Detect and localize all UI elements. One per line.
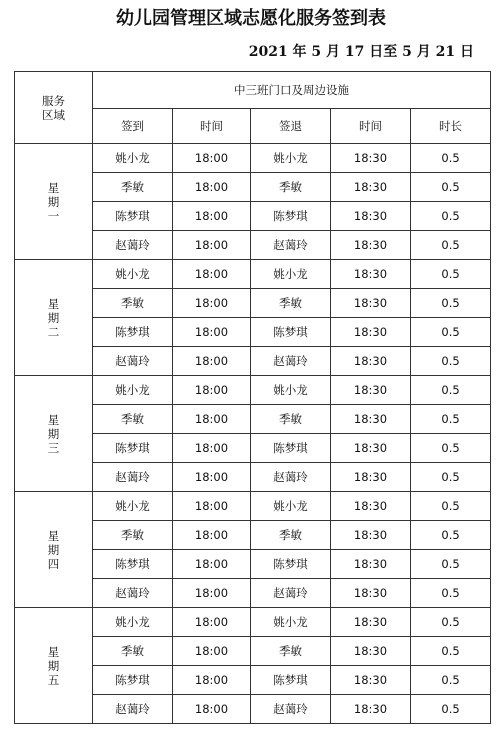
- duration-cell: 0.5: [411, 695, 491, 724]
- duration-cell: 0.5: [411, 173, 491, 202]
- sign-out-time-cell: 18:30: [331, 260, 411, 289]
- table-row: [15, 376, 491, 405]
- table-row: [15, 492, 491, 521]
- weekday-char: 五: [47, 672, 60, 687]
- sign-in-time-cell: 18:00: [173, 376, 251, 405]
- sign-out-time-cell: 18:30: [331, 231, 411, 260]
- service-area-header-line1: 服务: [42, 93, 65, 108]
- column-header-duration: 时长: [411, 109, 491, 144]
- sign-out-time-cell: 18:30: [331, 289, 411, 318]
- sign-in-name-cell: 季敏: [93, 173, 173, 202]
- weekday-char: 期: [47, 426, 60, 441]
- sign-out-name-cell: 姚小龙: [251, 608, 331, 637]
- duration-cell: 0.5: [411, 666, 491, 695]
- weekday-char: 星: [47, 296, 60, 311]
- sign-in-time-cell: 18:00: [173, 289, 251, 318]
- sign-out-name-cell: 陈梦琪: [251, 202, 331, 231]
- sign-out-name-cell: 赵蔼玲: [251, 579, 331, 608]
- sign-out-time-cell: 18:30: [331, 405, 411, 434]
- sign-out-name-cell: 姚小龙: [251, 144, 331, 173]
- sign-in-time-cell: 18:00: [173, 521, 251, 550]
- table-row: [15, 260, 491, 289]
- sign-out-time-cell: 18:30: [331, 666, 411, 695]
- weekday-char: 期: [47, 542, 60, 557]
- sign-out-name-cell: 季敏: [251, 405, 331, 434]
- weekday-char: 二: [47, 324, 60, 339]
- sign-in-time-cell: 18:00: [173, 463, 251, 492]
- sign-in-name-cell: 季敏: [93, 637, 173, 666]
- date-range: 2021 年 5 月 17 日至 5 月 21 日: [248, 44, 474, 60]
- sign-out-time-cell: 18:30: [331, 637, 411, 666]
- sign-out-time-cell: 18:30: [331, 318, 411, 347]
- column-header-sign-in: 签到: [93, 109, 173, 144]
- column-header-sign-out: 签退: [251, 109, 331, 144]
- weekday-char: 星: [47, 180, 60, 195]
- duration-cell: 0.5: [411, 550, 491, 579]
- weekday-cell: [15, 144, 93, 260]
- duration-cell: 0.5: [411, 347, 491, 376]
- sign-in-time-cell: 18:00: [173, 666, 251, 695]
- column-header-sign-in-time: 时间: [173, 109, 251, 144]
- duration-cell: 0.5: [411, 318, 491, 347]
- sign-in-time-cell: 18:00: [173, 492, 251, 521]
- duration-cell: 0.5: [411, 521, 491, 550]
- sign-out-time-cell: 18:30: [331, 521, 411, 550]
- sign-in-name-cell: 季敏: [93, 405, 173, 434]
- sign-in-time-cell: 18:00: [173, 405, 251, 434]
- sign-out-time-cell: 18:30: [331, 347, 411, 376]
- sign-out-time-cell: 18:30: [331, 202, 411, 231]
- sign-in-time-cell: 18:00: [173, 550, 251, 579]
- weekday-cell: [15, 260, 93, 376]
- sign-out-time-cell: 18:30: [331, 492, 411, 521]
- sign-out-name-cell: 赵蔼玲: [251, 231, 331, 260]
- duration-cell: 0.5: [411, 376, 491, 405]
- sign-in-time-cell: 18:00: [173, 434, 251, 463]
- sign-out-name-cell: 赵蔼玲: [251, 347, 331, 376]
- duration-cell: 0.5: [411, 260, 491, 289]
- sign-out-name-cell: 姚小龙: [251, 492, 331, 521]
- sign-in-name-cell: 季敏: [93, 289, 173, 318]
- sign-in-time-cell: 18:00: [173, 608, 251, 637]
- duration-cell: 0.5: [411, 202, 491, 231]
- sign-in-time-cell: 18:00: [173, 144, 251, 173]
- sign-in-time-cell: 18:00: [173, 347, 251, 376]
- sign-in-name-cell: 姚小龙: [93, 144, 173, 173]
- sign-in-name-cell: 季敏: [93, 521, 173, 550]
- sign-in-time-cell: 18:00: [173, 260, 251, 289]
- sign-in-name-cell: 姚小龙: [93, 608, 173, 637]
- weekday-char: 三: [47, 440, 60, 455]
- sign-in-time-cell: 18:00: [173, 695, 251, 724]
- sign-in-name-cell: 陈梦琪: [93, 666, 173, 695]
- sign-in-name-cell: 赵蔼玲: [93, 347, 173, 376]
- sign-in-name-cell: 姚小龙: [93, 260, 173, 289]
- sign-out-name-cell: 赵蔼玲: [251, 463, 331, 492]
- sign-out-time-cell: 18:30: [331, 173, 411, 202]
- sign-out-time-cell: 18:30: [331, 695, 411, 724]
- sign-in-time-cell: 18:00: [173, 202, 251, 231]
- table-body: [15, 72, 491, 724]
- sign-in-time-cell: 18:00: [173, 318, 251, 347]
- sheet-title: 幼儿园管理区域志愿化服务签到表: [116, 8, 386, 29]
- duration-cell: 0.5: [411, 579, 491, 608]
- duration-cell: 0.5: [411, 289, 491, 318]
- sign-out-name-cell: 赵蔼玲: [251, 695, 331, 724]
- duration-cell: 0.5: [411, 434, 491, 463]
- table-header-row: [15, 72, 491, 109]
- sign-in-name-cell: 赵蔼玲: [93, 579, 173, 608]
- sign-in-table: [14, 71, 491, 724]
- sign-out-name-cell: 姚小龙: [251, 376, 331, 405]
- weekday-char: 期: [47, 194, 60, 209]
- weekday-cell: [15, 376, 93, 492]
- sign-out-name-cell: 季敏: [251, 637, 331, 666]
- sign-in-name-cell: 陈梦琪: [93, 318, 173, 347]
- sign-out-name-cell: 陈梦琪: [251, 434, 331, 463]
- sign-out-name-cell: 陈梦琪: [251, 550, 331, 579]
- duration-cell: 0.5: [411, 637, 491, 666]
- weekday-char: 星: [47, 528, 60, 543]
- weekday-char: 一: [47, 208, 60, 223]
- sign-out-time-cell: 18:30: [331, 579, 411, 608]
- table-row: [15, 608, 491, 637]
- sign-out-time-cell: 18:30: [331, 463, 411, 492]
- sign-out-time-cell: 18:30: [331, 376, 411, 405]
- table-row: [15, 144, 491, 173]
- column-header-sign-out-time: 时间: [331, 109, 411, 144]
- sign-out-name-cell: 姚小龙: [251, 260, 331, 289]
- duration-cell: 0.5: [411, 492, 491, 521]
- sign-out-time-cell: 18:30: [331, 550, 411, 579]
- duration-cell: 0.5: [411, 463, 491, 492]
- sign-in-name-cell: 姚小龙: [93, 492, 173, 521]
- duration-cell: 0.5: [411, 144, 491, 173]
- sign-out-name-cell: 陈梦琪: [251, 666, 331, 695]
- duration-cell: 0.5: [411, 231, 491, 260]
- sign-out-name-cell: 季敏: [251, 173, 331, 202]
- service-area-header-line2: 区域: [42, 107, 65, 122]
- area-name: 中三班门口及周边设施: [93, 72, 491, 109]
- sign-out-time-cell: 18:30: [331, 434, 411, 463]
- weekday-char: 星: [47, 644, 60, 659]
- sign-in-name-cell: 陈梦琪: [93, 550, 173, 579]
- sign-in-name-cell: 陈梦琪: [93, 202, 173, 231]
- sign-in-time-cell: 18:00: [173, 637, 251, 666]
- duration-cell: 0.5: [411, 608, 491, 637]
- weekday-char: 星: [47, 412, 60, 427]
- sign-in-name-cell: 陈梦琪: [93, 434, 173, 463]
- sign-in-time-cell: 18:00: [173, 231, 251, 260]
- sign-in-time-cell: 18:00: [173, 579, 251, 608]
- sign-out-name-cell: 季敏: [251, 521, 331, 550]
- sign-out-time-cell: 18:30: [331, 608, 411, 637]
- weekday-char: 期: [47, 310, 60, 325]
- sign-out-name-cell: 季敏: [251, 289, 331, 318]
- sign-in-name-cell: 赵蔼玲: [93, 231, 173, 260]
- sign-in-time-cell: 18:00: [173, 173, 251, 202]
- service-area-header: [15, 72, 93, 144]
- weekday-char: 四: [47, 556, 60, 571]
- sign-in-name-cell: 姚小龙: [93, 376, 173, 405]
- duration-cell: 0.5: [411, 405, 491, 434]
- sign-in-name-cell: 赵蔼玲: [93, 695, 173, 724]
- sign-out-name-cell: 陈梦琪: [251, 318, 331, 347]
- sign-out-time-cell: 18:30: [331, 144, 411, 173]
- weekday-char: 期: [47, 658, 60, 673]
- sign-in-name-cell: 赵蔼玲: [93, 463, 173, 492]
- weekday-cell: [15, 608, 93, 724]
- weekday-cell: [15, 492, 93, 608]
